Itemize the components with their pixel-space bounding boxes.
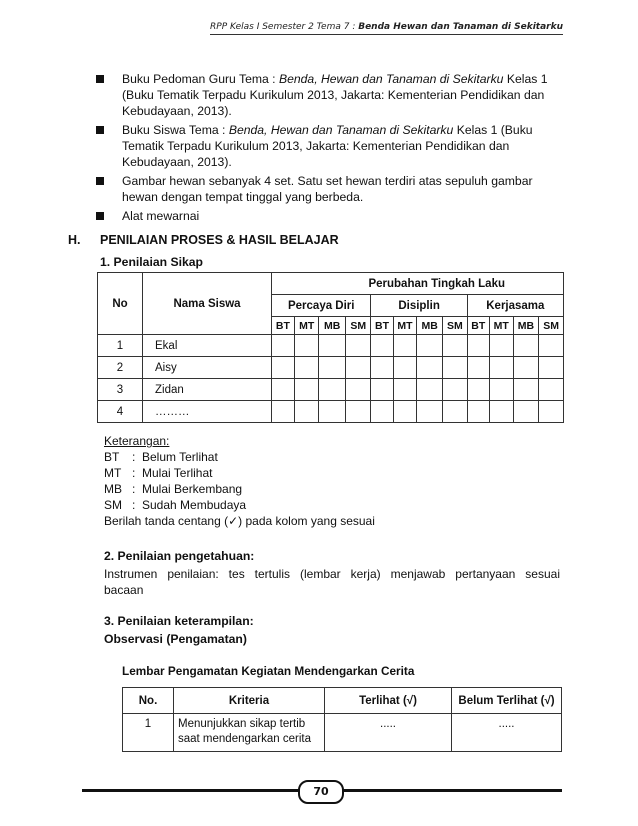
legend: [104, 433, 375, 529]
col-header: Kriteria: [174, 688, 325, 714]
material-list: [96, 71, 566, 227]
section-heading: [68, 233, 339, 247]
list-item: [96, 122, 566, 170]
row-no: 4: [98, 401, 143, 423]
sikap-table: [97, 272, 564, 423]
level-header: BT: [371, 317, 393, 335]
bullet-text: Buku Pedoman Guru Tema :: [122, 72, 279, 86]
row-nama: Aisy: [143, 357, 272, 379]
bullet-text: Buku Siswa Tema :: [122, 123, 229, 137]
legend-row: MB : Mulai Berkembang: [104, 482, 243, 496]
col-header: Belum Terlihat (√): [452, 688, 562, 714]
square-bullet-icon: [96, 75, 104, 83]
row-nama: Ekal: [143, 335, 272, 357]
table-row: [98, 379, 564, 401]
row-no: 1: [123, 714, 174, 752]
square-bullet-icon: [96, 212, 104, 220]
bullet-italic: Benda, Hewan dan Tanaman di Sekitarku: [228, 123, 454, 137]
section-title: PENILAIAN PROSES & HASIL BELAJAR: [100, 233, 339, 247]
level-header: MB: [513, 317, 539, 335]
level-header: MT: [393, 317, 417, 335]
row-nama: ………: [143, 401, 272, 423]
list-item: [96, 173, 566, 205]
level-header: MT: [294, 317, 319, 335]
group-header: Perubahan Tingkah Laku: [272, 273, 564, 295]
pengetahuan-line2: bacaan: [104, 583, 144, 597]
square-bullet-icon: [96, 177, 104, 185]
row-nama: Zidan: [143, 379, 272, 401]
col-no-header: No: [98, 273, 143, 335]
observation-table: [122, 687, 562, 752]
section-letter: H.: [68, 233, 81, 247]
table-row: [98, 357, 564, 379]
sikap-heading: 1. Penilaian Sikap: [100, 255, 203, 269]
col-nama-header: Nama Siswa: [143, 273, 272, 335]
level-header: SM: [345, 317, 371, 335]
observation-table-title: Lembar Pengamatan Kegiatan Mendengarkan Cerita: [122, 664, 415, 678]
bullet-italic: Benda, Hewan dan Tanaman di Sekitarku: [278, 72, 504, 86]
level-header: BT: [467, 317, 489, 335]
bullet-text: Gambar hewan sebanyak 4 set. Satu set hewan terdiri atas sepuluh gambar hewan dengan tempat tinggal yang berbeda.: [122, 174, 533, 204]
aspect-header: Percaya Diri: [272, 295, 371, 317]
legend-row: SM : Sudah Membudaya: [104, 498, 247, 512]
legend-row: MT : Mulai Terlihat: [104, 466, 213, 480]
level-header: MB: [417, 317, 443, 335]
level-header: MT: [489, 317, 513, 335]
legend-title: Keterangan:: [104, 434, 170, 448]
table-row: [123, 714, 562, 752]
col-header: Terlihat (√): [325, 688, 452, 714]
level-header: MB: [319, 317, 345, 335]
row-belum: .....: [452, 714, 562, 752]
keterampilan-heading: 3. Penilaian keterampilan:: [104, 614, 254, 628]
running-header: [0, 22, 638, 35]
legend-instruction: Berilah tanda centang (✓) pada kolom yang sesuai: [104, 514, 375, 528]
aspect-header: Kerjasama: [467, 295, 563, 317]
row-no: 3: [98, 379, 143, 401]
level-header: SM: [443, 317, 468, 335]
row-terlihat: .....: [325, 714, 452, 752]
bullet-text: Kelas 1 (Buku Tematik Terpadu Kurikulum 2013, Jakarta: Kementerian Pendidikan dan Kebudayaan, 2013).: [122, 72, 548, 118]
header-title: Benda Hewan dan Tanaman di Sekitarku: [358, 22, 563, 32]
table-row: [98, 335, 564, 357]
level-header: SM: [539, 317, 564, 335]
col-header: No.: [123, 688, 174, 714]
observasi-heading: Observasi (Pengamatan): [104, 632, 247, 646]
pengetahuan-heading: 2. Penilaian pengetahuan:: [104, 549, 255, 563]
aspect-header: Disiplin: [371, 295, 467, 317]
list-item: [96, 208, 566, 224]
pengetahuan-line1: Instrumen penilaian: tes tertulis (lembar kerja) menjawab pertanyaan sesuai: [104, 567, 560, 581]
header-prefix: RPP Kelas I Semester 2 Tema 7 :: [210, 22, 359, 32]
row-no: 1: [98, 335, 143, 357]
row-kriteria: Menunjukkan sikap tertib saat mendengarkan cerita: [174, 714, 325, 752]
table-row: [98, 401, 564, 423]
bullet-text: Alat mewarnai: [122, 209, 200, 223]
legend-row: BT : Belum Terlihat: [104, 450, 218, 464]
square-bullet-icon: [96, 126, 104, 134]
bullet-text: Kelas 1 (Buku Tematik Terpadu Kurikulum 2013, Jakarta: Kementerian Pendidikan dan Kebudayaan, 2013).: [122, 123, 533, 169]
list-item: [96, 71, 566, 119]
level-header: BT: [272, 317, 295, 335]
row-no: 2: [98, 357, 143, 379]
page-number: 70: [298, 780, 344, 804]
